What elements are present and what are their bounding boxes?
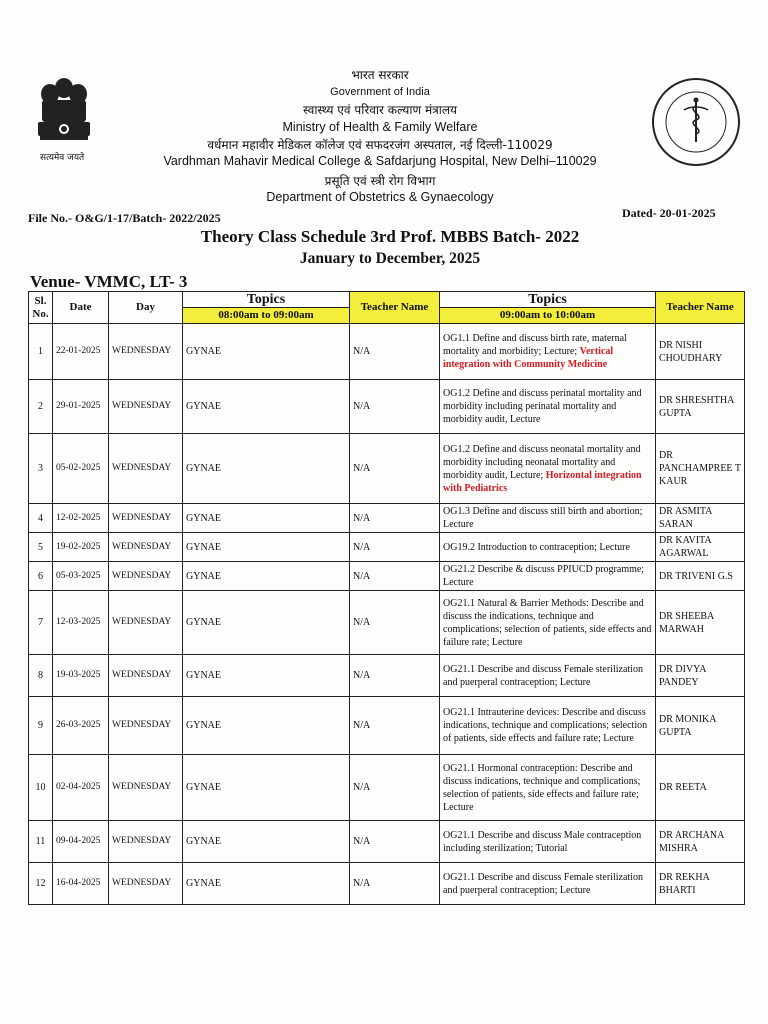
cell-topic-2-text: OG1.2 Define and discuss perinatal mortality and morbidity including perinatal mortality and morbidity audit, Lecture: [443, 388, 642, 425]
cell-topic-1: [183, 863, 350, 905]
cell-date-text: 22-01-2025: [56, 346, 101, 356]
cell-topic-2-text: OG21.1 Intrauterine devices: Describe and discuss indications, technique and complications; selection of patients, side effects and failure rate; Lecture: [443, 707, 648, 744]
header-ministry-hindi: स्वास्थ्य एवं परिवार कल्याण मंत्रालय: [302, 103, 457, 117]
cell-teacher-1: [350, 591, 440, 655]
schedule-subtitle: January to December, 2025: [299, 250, 481, 267]
cell-teacher-2-text: DR ASMITA SARAN: [659, 506, 712, 530]
cell-topic-2: [440, 324, 656, 380]
header-day: Day: [109, 292, 183, 324]
cell-topic-1: [183, 562, 350, 591]
document-date: Dated- 20-01-2025: [622, 206, 716, 220]
cell-day-text: WEDNESDAY: [112, 836, 172, 846]
header-dept: Department of Obstetrics & Gynaecology: [266, 190, 494, 204]
cell-teacher-2-text: DR REETA: [659, 782, 707, 793]
cell-topic-2: [440, 591, 656, 655]
cell-topic-2: [440, 655, 656, 697]
cell-topic-1-text: GYNAE: [186, 346, 221, 357]
table-row: [29, 863, 745, 905]
cell-date: [53, 591, 109, 655]
cell-day-text: WEDNESDAY: [112, 878, 172, 888]
cell-teacher-2: [656, 380, 745, 434]
cell-date: [53, 821, 109, 863]
table-row: [29, 434, 745, 504]
cell-date-text: 16-04-2025: [56, 878, 101, 888]
cell-teacher-1-text: N/A: [353, 541, 371, 553]
cell-sl-text: 3: [38, 463, 43, 474]
cell-teacher-1-text: N/A: [353, 720, 371, 731]
header-dept-hindi: प्रसूति एवं स्त्री रोग विभाग: [324, 174, 436, 188]
cell-teacher-2-text: DR KAVITA AGARWAL: [659, 535, 712, 559]
cell-date: [53, 434, 109, 504]
cell-teacher-1: [350, 504, 440, 533]
cell-teacher-2-text: DR SHRESHTHA GUPTA: [659, 394, 734, 419]
cell-teacher-2: [656, 562, 745, 591]
cell-teacher-1: [350, 324, 440, 380]
header-teacher-1: Teacher Name: [350, 292, 440, 324]
cell-sl: [29, 697, 53, 755]
cell-date: [53, 863, 109, 905]
cell-date-text: 05-02-2025: [56, 463, 101, 473]
cell-date: [53, 755, 109, 821]
cell-date-text: 02-04-2025: [56, 782, 101, 792]
cell-topic-2: [440, 504, 656, 533]
cell-sl: [29, 591, 53, 655]
cell-teacher-1: [350, 697, 440, 755]
cell-sl-text: 2: [38, 401, 43, 412]
cell-teacher-2-text: DR SHEEBA MARWAH: [659, 610, 714, 635]
cell-sl: [29, 533, 53, 562]
cell-teacher-1-text: N/A: [353, 836, 371, 847]
cell-topic-2: [440, 863, 656, 905]
cell-teacher-2-text: DR DIVYA PANDEY: [659, 663, 706, 688]
table-row: [29, 821, 745, 863]
cell-sl-text: 1: [38, 346, 43, 357]
cell-day-text: WEDNESDAY: [112, 463, 172, 473]
cell-topic-1: [183, 697, 350, 755]
cell-teacher-2-text: DR PANCHAMPREE T KAUR: [659, 450, 741, 487]
cell-teacher-1-text: N/A: [353, 878, 371, 889]
cell-topic-1: [183, 504, 350, 533]
cell-topic-2: [440, 380, 656, 434]
cell-date-text: 12-03-2025: [56, 617, 101, 627]
cell-day: [109, 863, 183, 905]
header-govt: Government of India: [330, 86, 430, 98]
cell-day: [109, 324, 183, 380]
cell-teacher-1: [350, 655, 440, 697]
cell-sl-text: 4: [38, 512, 43, 524]
header-teacher-2: Teacher Name: [656, 292, 745, 324]
cell-topic-1-text: GYNAE: [186, 782, 221, 793]
cell-topic-1-text: GYNAE: [186, 720, 221, 731]
cell-date-text: 12-02-2025: [56, 512, 101, 523]
cell-day-text: WEDNESDAY: [112, 782, 172, 792]
cell-day: [109, 380, 183, 434]
cell-day: [109, 655, 183, 697]
table-row: [29, 324, 745, 380]
cell-topic-1-text: GYNAE: [186, 541, 221, 553]
cell-teacher-1: [350, 755, 440, 821]
cell-teacher-1: [350, 380, 440, 434]
table-row: [29, 697, 745, 755]
cell-topic-1: [183, 755, 350, 821]
cell-teacher-2: [656, 324, 745, 380]
cell-topic-1-text: GYNAE: [186, 512, 221, 524]
table-row: [29, 755, 745, 821]
integration-note: Vertical integration with Community Medicine: [443, 346, 614, 370]
cell-teacher-2: [656, 697, 745, 755]
table-header-row: [29, 292, 745, 308]
cell-date-text: 05-03-2025: [56, 570, 101, 581]
cell-topic-1: [183, 324, 350, 380]
cell-date-text: 26-03-2025: [56, 720, 101, 730]
cell-teacher-2-text: DR ARCHANA MISHRA: [659, 829, 724, 854]
cell-sl-text: 6: [38, 570, 43, 582]
cell-topic-1-text: GYNAE: [186, 401, 221, 412]
cell-sl: [29, 755, 53, 821]
cell-topic-1: [183, 533, 350, 562]
cell-teacher-1-text: N/A: [353, 512, 371, 524]
cell-topic-1-text: GYNAE: [186, 836, 221, 847]
cell-sl: [29, 821, 53, 863]
cell-sl-text: 10: [35, 782, 46, 793]
header-topics-1: Topics: [183, 292, 350, 308]
cell-topic-2: [440, 821, 656, 863]
cell-sl: [29, 434, 53, 504]
header-time-1: 08:00am to 09:00am: [183, 308, 350, 324]
college-seal-icon: [650, 76, 742, 168]
cell-topic-1-text: GYNAE: [186, 570, 221, 582]
cell-date: [53, 533, 109, 562]
cell-date: [53, 562, 109, 591]
cell-teacher-1-text: N/A: [353, 670, 371, 681]
cell-topic-2: [440, 697, 656, 755]
header-college-hindi: वर्धमान महावीर मेडिकल कॉलेज एवं सफदरजंग अस्पताल, नई दिल्ली-110029: [207, 138, 553, 152]
cell-teacher-2: [656, 504, 745, 533]
table-row: [29, 591, 745, 655]
cell-day: [109, 533, 183, 562]
header-college: Vardhman Mahavir Medical College & Safdarjung Hospital, New Delhi–110029: [163, 154, 597, 168]
cell-topic-2-text: OG21.1 Describe and discuss Female sterilization and puerperal contraception; Lecture: [443, 663, 643, 688]
header-govt-hindi: भारत सरकार: [351, 68, 409, 82]
cell-day: [109, 697, 183, 755]
cell-date: [53, 655, 109, 697]
cell-topic-2-text: OG21.1 Hormonal contraception: Describe and discuss indications, technique and complications; selection of patients, side effects and failure rate; Lecture: [443, 762, 641, 813]
cell-teacher-1: [350, 562, 440, 591]
cell-day-text: WEDNESDAY: [112, 617, 172, 627]
cell-teacher-2: [656, 863, 745, 905]
cell-day-text: WEDNESDAY: [112, 570, 172, 581]
cell-teacher-1-text: N/A: [353, 401, 371, 412]
cell-topic-1-text: GYNAE: [186, 463, 221, 474]
cell-topic-1-text: GYNAE: [186, 670, 221, 681]
cell-topic-1: [183, 821, 350, 863]
cell-teacher-2: [656, 591, 745, 655]
cell-teacher-1-text: N/A: [353, 617, 371, 628]
cell-topic-2-text: OG21.1 Describe and discuss Female sterilization and puerperal contraception; Lecture: [443, 871, 643, 896]
cell-sl: [29, 655, 53, 697]
cell-day: [109, 821, 183, 863]
cell-day-text: WEDNESDAY: [112, 346, 172, 356]
cell-date-text: 19-02-2025: [56, 541, 101, 552]
cell-day: [109, 562, 183, 591]
cell-teacher-2: [656, 821, 745, 863]
cell-date: [53, 324, 109, 380]
table-row: [29, 504, 745, 533]
cell-topic-1: [183, 591, 350, 655]
cell-topic-2: [440, 755, 656, 821]
cell-teacher-2-text: DR MONIKA GUPTA: [659, 713, 716, 738]
cell-sl-text: 5: [38, 541, 43, 553]
cell-topic-2-text: OG1.2 Define and discuss neonatal mortality and morbidity including neonatal mortality and morbidity audit, Lecture;: [443, 443, 641, 481]
cell-sl: [29, 863, 53, 905]
cell-date-text: 29-01-2025: [56, 401, 101, 411]
cell-topic-2-text: OG19.2 Introduction to contraception; Lecture: [443, 541, 630, 553]
cell-teacher-2-text: DR REKHA BHARTI: [659, 871, 710, 896]
schedule-table: [28, 291, 745, 905]
file-number: File No.- O&G/1-17/Batch- 2022/2025: [28, 211, 221, 225]
cell-topic-1: [183, 434, 350, 504]
cell-day-text: WEDNESDAY: [112, 541, 172, 552]
cell-day-text: WEDNESDAY: [112, 720, 172, 730]
cell-topic-1: [183, 655, 350, 697]
cell-teacher-2: [656, 434, 745, 504]
cell-date-text: 09-04-2025: [56, 836, 101, 846]
cell-sl-text: 11: [35, 836, 46, 847]
cell-teacher-2-text: DR TRIVENI G.S: [659, 570, 733, 582]
cell-teacher-1: [350, 863, 440, 905]
cell-teacher-1: [350, 434, 440, 504]
cell-day-text: WEDNESDAY: [112, 670, 172, 680]
cell-topic-2-text: OG21.1 Describe and discuss Male contraception including sterilization; Tutorial: [443, 829, 642, 854]
venue-label: Venue- VMMC, LT- 3: [30, 272, 188, 291]
table-row: [29, 562, 745, 591]
cell-teacher-2-text: DR NISHI CHOUDHARY: [659, 339, 723, 364]
cell-topic-2: [440, 562, 656, 591]
cell-teacher-1: [350, 533, 440, 562]
cell-teacher-1: [350, 821, 440, 863]
cell-topic-1-text: GYNAE: [186, 617, 221, 628]
cell-sl-text: 7: [38, 617, 43, 628]
cell-topic-2-text: OG1.1 Define and discuss birth rate, maternal mortality and morbidity; Lecture;: [443, 333, 627, 357]
cell-date: [53, 504, 109, 533]
cell-sl-text: 12: [35, 878, 46, 889]
cell-date-text: 19-03-2025: [56, 670, 101, 680]
cell-day: [109, 434, 183, 504]
cell-date: [53, 380, 109, 434]
cell-topic-1-text: GYNAE: [186, 878, 221, 889]
cell-teacher-1-text: N/A: [353, 463, 371, 474]
table-row: [29, 380, 745, 434]
header-sl: Sl. No.: [29, 292, 53, 324]
cell-sl: [29, 324, 53, 380]
cell-teacher-2: [656, 655, 745, 697]
cell-sl: [29, 380, 53, 434]
cell-teacher-1-text: N/A: [353, 346, 371, 357]
cell-topic-2: [440, 434, 656, 504]
cell-topic-2-text: OG1.3 Define and discuss still birth and abortion; Lecture: [443, 506, 643, 530]
header-date: Date: [53, 292, 109, 324]
header-time-2: 09:00am to 10:00am: [440, 308, 656, 324]
integration-note: Horizontal integration with Pediatrics: [443, 469, 642, 494]
table-row: [29, 533, 745, 562]
cell-day-text: WEDNESDAY: [112, 401, 172, 411]
cell-sl-text: 8: [38, 670, 43, 681]
emblem-motto: सत्यमेव जयते: [40, 153, 85, 163]
cell-topic-2: [440, 533, 656, 562]
cell-topic-2-text: OG21.2 Describe & discuss PPIUCD programme; Lecture: [443, 564, 645, 588]
cell-teacher-2: [656, 755, 745, 821]
cell-topic-2-text: OG21.1 Natural & Barrier Methods: Describe and discuss the indications, technique and complications; selection of patients, side effects and failure rate; Lecture: [443, 597, 652, 648]
schedule-title: Theory Class Schedule 3rd Prof. MBBS Batch- 2022: [200, 227, 580, 246]
cell-sl-text: 9: [38, 720, 43, 731]
cell-sl: [29, 562, 53, 591]
cell-teacher-2: [656, 533, 745, 562]
header-topics-2: Topics: [440, 292, 656, 308]
cell-day: [109, 504, 183, 533]
cell-topic-1: [183, 380, 350, 434]
cell-teacher-1-text: N/A: [353, 782, 371, 793]
cell-day: [109, 755, 183, 821]
cell-sl: [29, 504, 53, 533]
cell-day-text: WEDNESDAY: [112, 512, 172, 523]
table-body: [29, 324, 745, 905]
cell-teacher-1-text: N/A: [353, 570, 371, 582]
cell-day: [109, 591, 183, 655]
table-row: [29, 655, 745, 697]
header-ministry: Ministry of Health & Family Welfare: [282, 120, 478, 134]
cell-date: [53, 697, 109, 755]
